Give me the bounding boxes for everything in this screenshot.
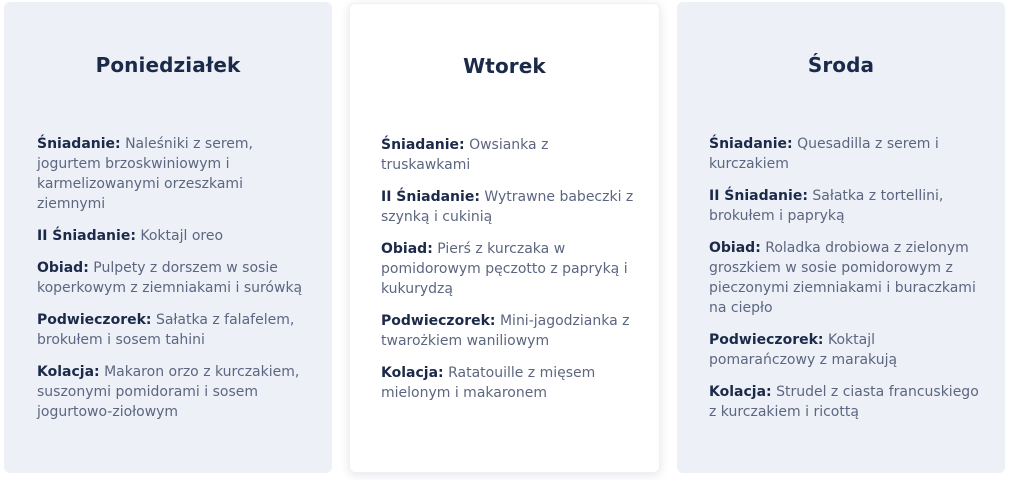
meal-item-second-breakfast	[709, 186, 985, 226]
meal-text: Pulpety z dorszem w sosie koperkowym z ziemniakami i surówką	[37, 260, 303, 296]
meal-item-snack	[37, 310, 312, 350]
meal-item-breakfast	[37, 134, 312, 214]
meal-text: Mini-jagodzianka z twarożkiem waniliowym	[381, 313, 630, 349]
day-card-tuesday[interactable]	[349, 3, 660, 473]
meal-text: Strudel z ciasta francuskiego z kurczakiem i ricottą	[709, 384, 979, 420]
meal-label: Kolacja:	[709, 384, 772, 400]
day-card-monday[interactable]	[4, 2, 332, 473]
meal-list	[381, 135, 639, 415]
meal-label: Obiad:	[709, 240, 761, 256]
meal-item-snack	[381, 311, 639, 351]
meal-label: Śniadanie:	[381, 137, 465, 153]
meal-item-dinner	[381, 363, 639, 403]
meal-item-breakfast	[381, 135, 639, 175]
day-title: Poniedziałek	[95, 53, 241, 77]
meal-text: Koktajl pomarańczowy z marakują	[709, 332, 898, 368]
meal-label: Podwieczorek:	[37, 312, 152, 328]
meal-text: Wytrawne babeczki z szynką i cukinią	[381, 189, 634, 225]
meal-item-lunch	[709, 238, 985, 318]
meal-item-dinner	[709, 382, 985, 422]
meal-label: Kolacja:	[37, 364, 100, 380]
meal-item-lunch	[37, 258, 312, 298]
meal-label: II Śniadanie:	[709, 188, 808, 204]
meal-text: Sałatka z falafelem, brokułem i sosem tahini	[37, 312, 295, 348]
meal-list	[709, 134, 985, 434]
meal-label: Śniadanie:	[709, 136, 793, 152]
meal-item-breakfast	[709, 134, 985, 174]
meal-label: Podwieczorek:	[381, 313, 496, 329]
day-title: Wtorek	[463, 54, 546, 78]
meal-text: Roladka drobiowa z zielonym groszkiem w sosie pomidorowym z pieczonymi ziemniakami i buraczkami na ciepło	[709, 240, 976, 316]
meal-text: Owsianka z truskawkami	[381, 137, 549, 173]
meal-label: Obiad:	[37, 260, 89, 276]
meal-item-lunch	[381, 239, 639, 299]
meal-text: Ratatouille z mięsem mielonym i makaronem	[381, 365, 596, 401]
meal-text: Naleśniki z serem, jogurtem brzoskwiniowym i karmelizowanymi orzeszkami ziemnymi	[37, 136, 253, 212]
meal-label: II Śniadanie:	[37, 228, 136, 244]
meal-text: Quesadilla z serem i kurczakiem	[709, 136, 939, 172]
meal-label: II Śniadanie:	[381, 189, 480, 205]
meal-text: Koktajl oreo	[140, 228, 224, 244]
meal-text: Pierś z kurczaka w pomidorowym pęczotto z papryką i kukurydzą	[381, 241, 628, 297]
meal-text: Sałatka z tortellini, brokułem i papryką	[709, 188, 944, 224]
meal-label: Podwieczorek:	[709, 332, 824, 348]
meal-item-snack	[709, 330, 985, 370]
meal-list	[37, 134, 312, 434]
meal-label: Obiad:	[381, 241, 433, 257]
meal-item-dinner	[37, 362, 312, 422]
meal-label: Kolacja:	[381, 365, 444, 381]
meal-text: Makaron orzo z kurczakiem, suszonymi pomidorami i sosem jogurtowo-ziołowym	[37, 364, 300, 420]
day-card-wednesday[interactable]	[677, 2, 1005, 473]
meal-item-second-breakfast	[37, 226, 312, 246]
meal-item-second-breakfast	[381, 187, 639, 227]
meal-label: Śniadanie:	[37, 136, 121, 152]
day-title: Środa	[807, 53, 875, 77]
